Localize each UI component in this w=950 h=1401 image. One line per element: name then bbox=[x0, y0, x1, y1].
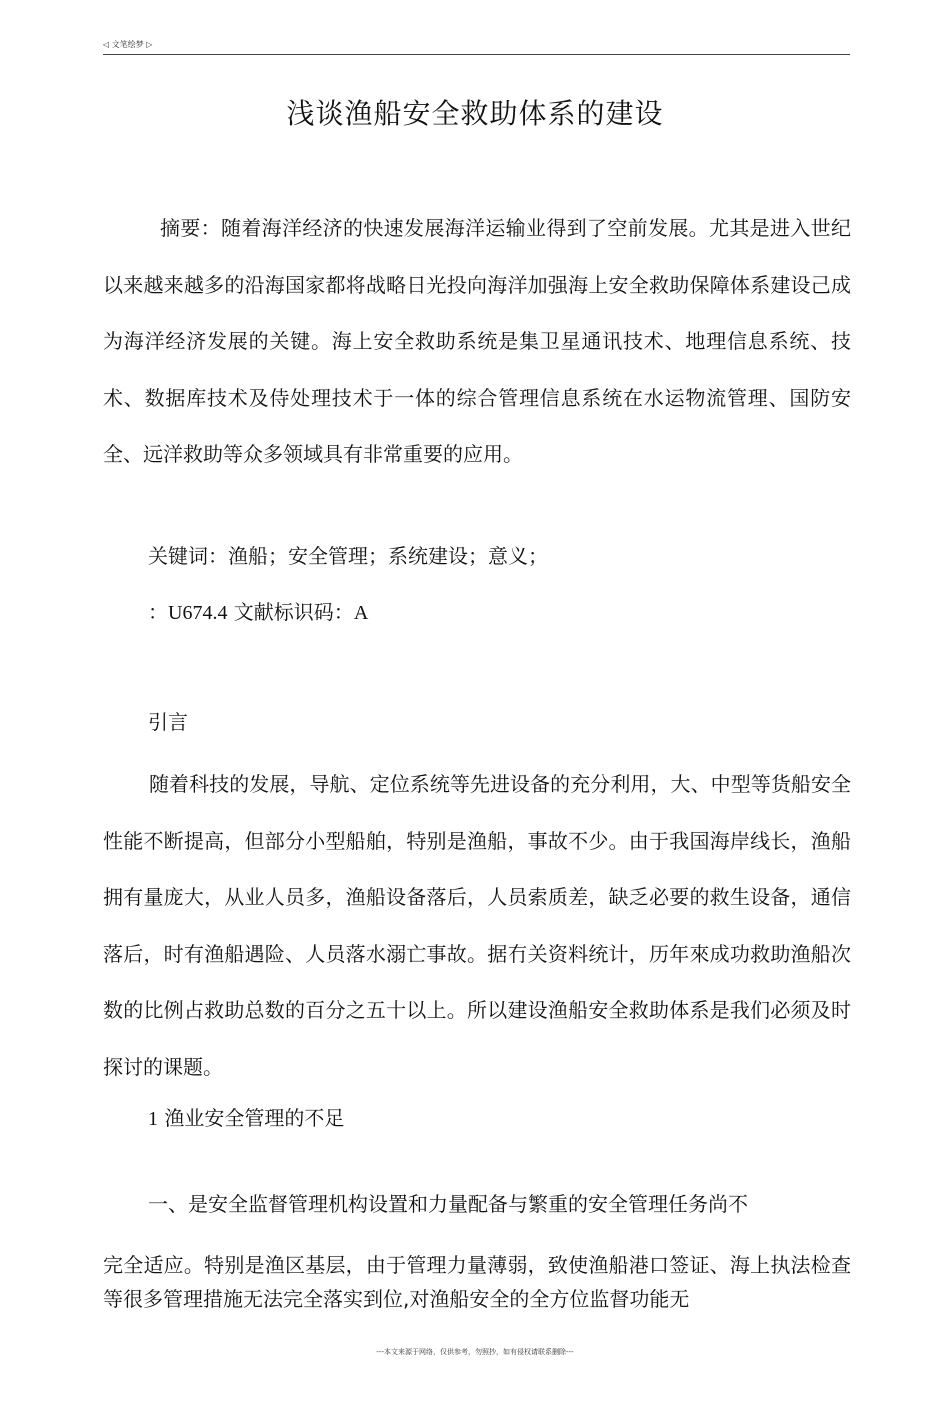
keywords-line: 关键词：渔船；安全管理；系统建设；意义； bbox=[148, 544, 548, 568]
classification-code: U674.4 bbox=[168, 602, 228, 624]
section-title: 渔业安全管理的不足 bbox=[158, 1106, 345, 1130]
document-title: 浅谈渔船安全救助体系的建设 bbox=[286, 97, 664, 130]
header-text: ◁ 文笔绘梦 ▷ bbox=[103, 40, 153, 49]
section-number: 1 bbox=[148, 1108, 158, 1130]
intro-heading: 引言 bbox=[148, 710, 188, 734]
abstract-paragraph: 摘要：随着海洋经济的快速发展海洋运输业得到了空前发展。尤其是进入世纪以来越来越多的沿海国家都将战略日光投向海洋加强海上安全救助保障体系建设己成为海洋经济发展的关键。海上安全救助系统是集卫星通讯技术、地理信息系统、技术、数据库技术及侍处理技术于一体的综合管理信息系统在水运物流管理、国防安全、远洋救助等众多领域具有非常重要的应用。 bbox=[103, 216, 851, 466]
footer-note: ---本文来源于网络，仅供参考，勿照抄，如有侵权请联系删除--- bbox=[376, 1348, 574, 1356]
doc-code: A bbox=[353, 602, 369, 624]
doc-label: 文献标识码： bbox=[227, 600, 354, 624]
point1-continued: 完全适应。特别是渔区基层，由于管理力量薄弱，致使渔船港口签证、海上执法检查等很多管理措施无法完全落实到位,对渔船安全的全方位监督功能无 bbox=[103, 1253, 851, 1311]
page-header bbox=[103, 38, 850, 55]
classification-line bbox=[148, 596, 368, 625]
classification-prefix: ： bbox=[148, 600, 168, 624]
intro-paragraph: 随着科技的发展，导航、定位系统等先进设备的充分利用，大、中型等货船安全性能不断提高，但部分小型船舶，特别是渔船，事故不少。由于我国海岸线长，渔船拥有量庞大，从业人员多，渔船设备落后，人员索质差，缺乏必要的救生设备，通信落后，时有渔船遇险、人员落水溺亡事故。据冇关资料统计，历年來成功救助渔船次数的比例占救助总数的百分之五十以上。所以建设渔船安全救助体系是我们必须及时探讨的课题。 bbox=[103, 772, 851, 1079]
point1-first-line: 一、是安全监督管理机构设置和力量配备与繁重的安全管理任务尚不 bbox=[148, 1192, 748, 1216]
section-heading bbox=[148, 1102, 344, 1131]
